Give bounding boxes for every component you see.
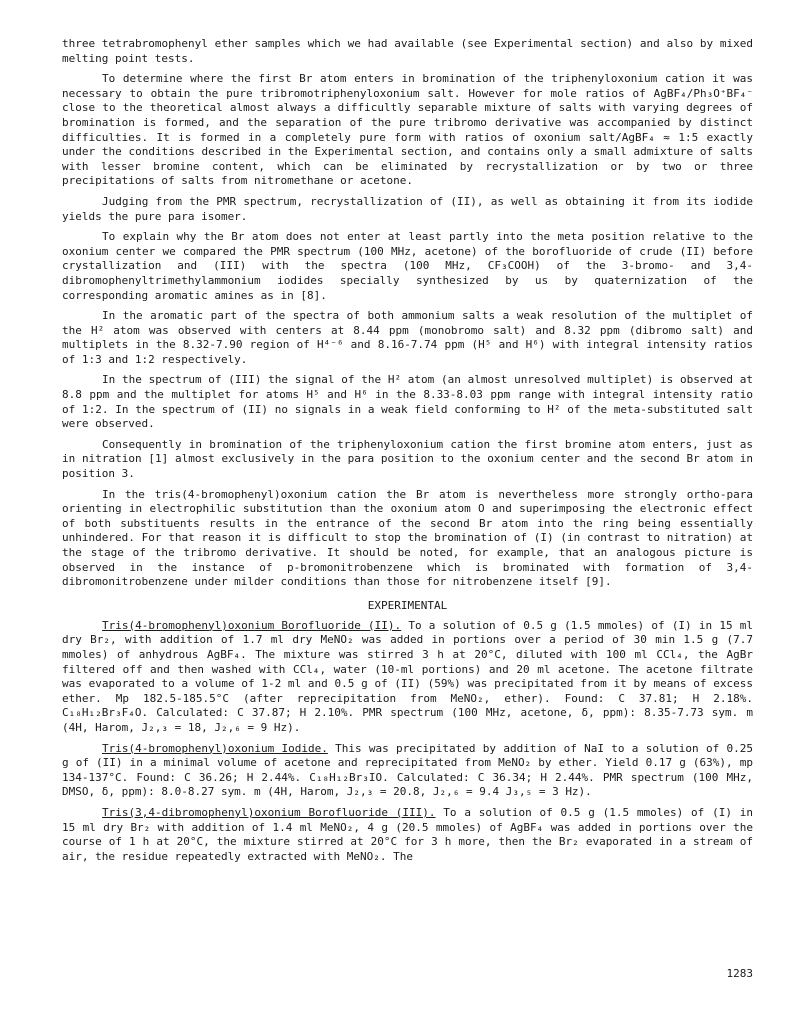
entry-title: Tris(3,4-dibromophenyl)oxonium Borofluoride (III). [102, 805, 436, 819]
experimental-entry-borofluoride-ii [62, 619, 753, 736]
paragraph-tribromo-salt: To determine where the first Br atom enters in bromination of the triphenyloxonium cation it was necessary to obtain the pure tribromotriphenyloxonium salt. However for mole ratios of AgBF₄/Ph₃O⁺BF₄⁻ close to the theoretical almost always a difficultly separable mixture of salts with varying degrees of bromination is formed, and the separation of the pure tribromo derivative was accompanied by distinct difficulties. It is formed in a completely pure form with ratios of oxonium salt/AgBF₄ ≈ 1:5 exactly under the conditions described in the Experimental section, and contains only a small admixture of salts with lesser bromine content, which can be eliminated by recrystallization or by two or three precipitations of salts from nitromethane or acetone. [62, 72, 753, 188]
experimental-entry-borofluoride-iii [62, 806, 753, 864]
experimental-heading: EXPERIMENTAL [367, 598, 448, 612]
entry-title: Tris(4-bromophenyl)oxonium Borofluoride (II). [102, 618, 402, 632]
entry-title: Tris(4-bromophenyl)oxonium Iodide. [102, 741, 328, 755]
paragraph-continuation: three tetrabromophenyl ether samples which we had available (see Experimental section) and also by mixed melting point tests. [62, 37, 753, 65]
paragraph-spectrum-iii: In the spectrum of (III) the signal of the H² atom (an almost unresolved multiplet) is observed at 8.8 ppm and the multiplet for atoms H⁵ and H⁶ in the 8.33-8.03 ppm range with integral intensity ratio of 1:2. In the spectrum of (II) no signals in a weak field conforming to H² of the meta-substituted salt were observed. [62, 373, 753, 431]
entry-body: This was precipitated by addition of NaI to a solution of 0.25 g of (II) in a minimal volume of acetone and reprecipitated from MeNO₂ by ether. Yield 0.17 g (63%), mp 134-137°C. Found: C 36.26; H 2.44%. C₁₈H₁₂Br₃IO. Calculated: C 36.34; H 2.44%. PMR spectrum (100 MHz, DMSO, δ, ppm): 8.0-8.27 sym. m (4H, Harom, J₂,₃ = 20.8, J₂,₆ = 9.4 J₃,₅ = 3 Hz). [62, 741, 753, 799]
paragraph-pmr-para-isomer: Judging from the PMR spectrum, recrystallization of (II), as well as obtaining it from its iodide yields the pure para isomer. [62, 194, 753, 223]
paragraph-conclusion: Consequently in bromination of the triphenyloxonium cation the first bromine atom enters, just as in nitration [1] almost exclusively in the para position to the oxonium center and the second Br atom in position 3. [62, 437, 753, 481]
paragraph-meta-comparison: To explain why the Br atom does not enter at least partly into the meta position relative to the oxonium center we compared the PMR spectrum (100 MHz, acetone) of the borofluoride of crude (II) before crystallization and (III) with the spectra (100 MHz, CF₃COOH) of the 3-bromo- and 3,4-dibromophenyltrimethylammonium iodides specially synthesized by us by quaternization of the corresponding aromatic amines as in [8]. [62, 230, 753, 302]
entry-body: To a solution of 0.5 g (1.5 mmoles) of (I) in 15 ml dry Br₂, with addition of 1.7 ml dry MeNO₂ was added in portions over a period of 30 min 1.5 g (7.7 mmoles) of anhydrous AgBF₄. The mixture was stirred 3 h at 20°C, diluted with 100 ml CCl₄, the AgBr filtered off and then washed with CCl₄, water (10-ml portions) and 20 ml acetone. The acetone filtrate was evaporated to a volume of 1-2 ml and 0.5 g of (II) (59%) was precipitated from it by means of excess ether. Mp 182.5-185.5°C (after reprecipitation from MeNO₂, ether). Found: C 37.81; H 2.18%. C₁₈H₁₂Br₃F₄O. Calculated: C 37.87; H 2.10%. PMR spectrum (100 MHz, acetone, δ, ppm): 8.35-7.73 sym. m (4H, Harom, J₂,₃ = 18, J₂,₆ = 9 Hz). [62, 618, 754, 734]
entry-body: To a solution of 0.5 g (1.5 mmoles) of (I) in 15 ml dry Br₂ with addition of 1.4 ml MeNO₂, 4 g (20.5 mmoles) of AgBF₄ was added in portions over the course of 1 h at 20°C, the mixture stirred at 20°C for 3 h more, then the Br₂ evaporated in a stream of air, the residue repeatedly extracted with MeNO₂. The [62, 805, 753, 863]
paragraph-orientation: In the tris(4-bromophenyl)oxonium cation the Br atom is nevertheless more strongly ortho-para orienting in electrophilic substitution than the oxonium atom O and superimposing the electronic effect of both substituents results in the entrance of the second Br atom into the ring being essentially unhindered. For that reason it is difficult to stop the bromination of (I) (in contrast to nitration) at the stage of the tribromo derivative. It should be noted, for example, that an analogous picture is observed in the instance of p-bromonitrobenzene which is brominated with formation of 3,4-dibromonitrobenzene under milder conditions than those for nitrobenzene itself [9]. [62, 487, 753, 589]
experimental-entry-iodide [62, 742, 753, 800]
page-number: 1283 [726, 967, 753, 980]
paragraph-ammonium-spectra: In the aromatic part of the spectra of both ammonium salts a weak resolution of the multiplet of the H² atom was observed with centers at 8.44 ppm (monobromo salt) and 8.32 ppm (dibromo salt) and multiplets in the 8.32-7.90 region of H⁴⁻⁶ and 8.16-7.74 ppm (H⁵ and H⁶) with integral intensity ratios of 1:3 and 1:2 respectively. [62, 309, 753, 366]
